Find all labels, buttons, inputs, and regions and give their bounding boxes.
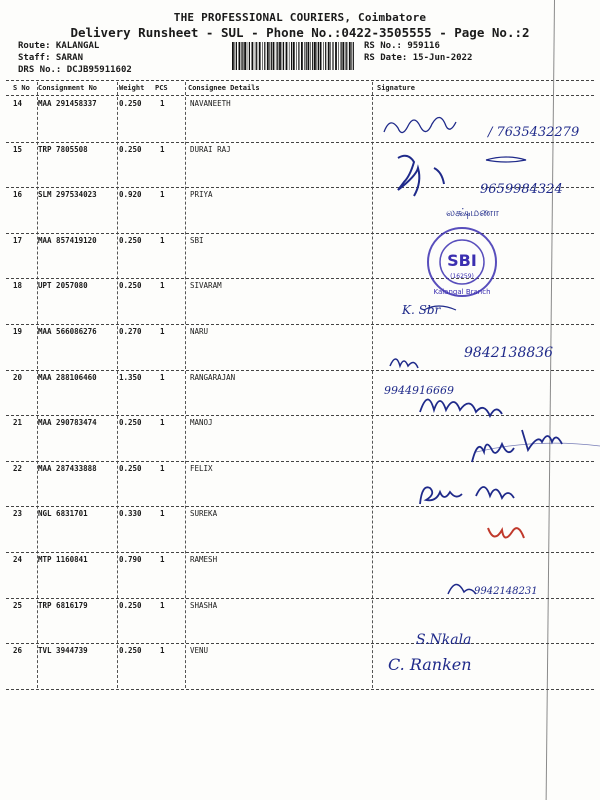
barcode-bar: [271, 42, 272, 70]
row-consignee: NAVANEETH: [190, 99, 231, 108]
handwritten-phone-5: 9942148231: [474, 586, 538, 597]
handwritten-phone-3: 9842138836: [464, 345, 554, 361]
row-weight: 0.250: [119, 600, 142, 610]
barcode-bar: [256, 42, 257, 70]
row-consignment-number: TRP 7805508: [38, 144, 88, 154]
barcode-bar: [235, 42, 236, 70]
barcode-bar: [323, 42, 324, 70]
table-row: [0, 279, 600, 325]
row-sno: 24: [13, 555, 23, 564]
table-row: [0, 97, 600, 143]
row-consignee: DURAI RAJ: [190, 144, 231, 154]
barcode-bar: [291, 42, 292, 70]
row-consignee: MANOJ: [190, 418, 213, 428]
barcode-bar: [264, 42, 265, 70]
row-weight: 0.250: [119, 281, 142, 291]
col-header-weight: Weight: [119, 84, 145, 92]
row-consignment-number: MAA 857419120: [38, 235, 97, 245]
row-weight: 0.270: [119, 327, 142, 336]
row-sno: 18: [13, 281, 23, 291]
barcode-bar: [273, 42, 275, 70]
handwritten-signature-ranken: C. Ranken: [388, 655, 472, 674]
drs-number: DRS No.: DCJB95911602: [18, 65, 132, 75]
row-pcs: 1: [160, 190, 165, 200]
barcode-bar: [330, 42, 331, 70]
row-consignment-number: NGL 6831701: [38, 509, 88, 519]
col-header-consignment: Consignment No: [38, 84, 98, 92]
barcode-bar: [301, 42, 303, 70]
row-consignee: NARU: [190, 327, 209, 336]
barcode-bar: [332, 42, 333, 70]
row-weight: 0.250: [119, 418, 142, 428]
table-row: [0, 143, 600, 189]
rs-date: RS Date: 15-Jun-2022: [364, 53, 473, 63]
barcode-image: [232, 42, 354, 70]
handwritten-phone-1: / 7635432279: [488, 125, 580, 140]
barcode-bar: [277, 42, 278, 70]
barcode-bar: [252, 42, 254, 70]
barcode-bar: [239, 42, 241, 70]
row-sno: 23: [13, 509, 23, 519]
bank-stamp-code: (16259): [450, 273, 474, 280]
staff-label: Staff: SARAN: [18, 53, 84, 63]
row-consignment-number: MTP 1160841: [38, 555, 88, 564]
row-consignee: FELIX: [190, 463, 213, 473]
barcode-bar: [276, 42, 277, 70]
row-consignee: RANGARAJAN: [190, 372, 236, 382]
barcode-bar: [349, 42, 351, 70]
barcode-bar: [353, 42, 354, 70]
col-header-signature: Signature: [377, 84, 415, 92]
row-weight: 0.250: [119, 99, 142, 108]
barcode-bar: [259, 42, 261, 70]
col-header-pcs: PCS: [155, 84, 168, 92]
barcode-bar: [304, 42, 305, 70]
row-sno: 21: [13, 418, 23, 428]
row-sno: 16: [13, 190, 23, 200]
row-sno: 25: [13, 600, 23, 610]
barcode-bar: [335, 42, 337, 70]
row-consignment-number: MAA 287433888: [38, 463, 97, 473]
table-row: [0, 462, 600, 508]
barcode-bar: [289, 42, 290, 70]
row-consignment-number: MAA 288106460: [38, 372, 97, 382]
barcode-bar: [346, 42, 347, 70]
table-row: [0, 553, 600, 599]
barcode-bar: [351, 42, 352, 70]
barcode-bar: [298, 42, 299, 70]
row-pcs: 1: [160, 600, 165, 610]
row-sno: 19: [13, 327, 23, 336]
handwritten-signature-sbr: K. Sbr: [402, 303, 441, 317]
barcode-bar: [320, 42, 322, 70]
row-consignment-number: UPT 2057080: [38, 281, 88, 291]
row-weight: 0.250: [119, 463, 142, 473]
barcode-bar: [279, 42, 281, 70]
barcode-bar: [282, 42, 283, 70]
row-consignment-number: SLM 297534023: [38, 190, 97, 200]
barcode-bar: [296, 42, 297, 70]
row-weight: 0.250: [119, 235, 142, 245]
row-consignment-number: TRP 6816179: [38, 600, 88, 610]
barcode-bar: [286, 42, 288, 70]
barcode-bar: [293, 42, 295, 70]
row-consignee: PRIYA: [190, 190, 213, 200]
runsheet-title: Delivery Runsheet - SUL - Phone No.:0422-3505555 - Page No.:2: [70, 25, 530, 40]
row-consignee: SHASHA: [190, 600, 218, 610]
row-pcs: 1: [160, 281, 165, 291]
barcode-bar: [255, 42, 256, 70]
row-weight: 0.790: [119, 555, 142, 564]
row-pcs: 1: [160, 463, 165, 473]
row-pcs: 1: [160, 646, 165, 656]
barcode-bar: [306, 42, 307, 70]
barcode-bar: [341, 42, 342, 70]
row-pcs: 1: [160, 509, 165, 519]
handwritten-phone-2: 9659984324: [480, 182, 563, 197]
row-weight: 0.250: [119, 144, 142, 154]
handwritten-phone-4: 9944916669: [384, 384, 454, 397]
barcode-bar: [312, 42, 313, 70]
barcode-bar: [236, 42, 237, 70]
barcode-bar: [262, 42, 263, 70]
row-consignment-number: MAA 566086276: [38, 327, 97, 336]
bank-stamp-logo: SBI: [447, 251, 477, 270]
row-pcs: 1: [160, 372, 165, 382]
barcode-bar: [328, 42, 330, 70]
row-weight: 0.330: [119, 509, 142, 519]
row-consignee: RAMESH: [190, 555, 218, 564]
row-pcs: 1: [160, 144, 165, 154]
barcode-bar: [317, 42, 318, 70]
barcode-bar: [308, 42, 310, 70]
bank-stamp-branch: Kalangal Branch: [433, 288, 491, 296]
handwritten-name-tamil: லக்ஷ்மணா: [446, 206, 500, 219]
barcode-bar: [345, 42, 346, 70]
col-header-sno: S No: [13, 84, 30, 92]
row-pcs: 1: [160, 418, 165, 428]
barcode-bar: [269, 42, 270, 70]
row-consignment-number: MAA 290783474: [38, 418, 97, 428]
company-title: THE PROFESSIONAL COURIERS, Coimbatore: [173, 11, 427, 24]
header-bottom-rule: [6, 95, 594, 96]
row-sno: 22: [13, 463, 23, 473]
row-consignee: VENU: [190, 646, 209, 656]
row-weight: 1.350: [119, 372, 142, 382]
barcode-bar: [242, 42, 243, 70]
row-weight: 0.920: [119, 190, 142, 200]
barcode-bar: [244, 42, 246, 70]
barcode-bar: [318, 42, 319, 70]
barcode-bar: [241, 42, 242, 70]
barcode-bar: [325, 42, 326, 70]
barcode-bar: [338, 42, 339, 70]
table-row: [0, 234, 600, 280]
row-consignment-number: MAA 291458337: [38, 99, 97, 108]
row-consignment-number: TVL 3944739: [38, 646, 88, 656]
row-pcs: 1: [160, 235, 165, 245]
row-sno: 26: [13, 646, 23, 656]
row-pcs: 1: [160, 99, 165, 108]
barcode-bar: [267, 42, 269, 70]
table-bottom-rule: [6, 689, 594, 690]
row-consignee: SUREKA: [190, 509, 218, 519]
row-pcs: 1: [160, 327, 165, 336]
table-row: [0, 416, 600, 462]
rs-number: RS No.: 959116: [364, 41, 440, 51]
col-header-consignee: Consignee Details: [188, 84, 260, 92]
barcode-bar: [310, 42, 311, 70]
row-sno: 14: [13, 99, 23, 108]
barcode-bar: [314, 42, 316, 70]
barcode-bar: [342, 42, 344, 70]
row-consignee: SIVARAM: [190, 281, 222, 291]
row-sno: 17: [13, 235, 23, 245]
table-row: [0, 599, 600, 645]
table-row: [0, 644, 600, 690]
handwritten-signature-snkala: S.Nkala: [416, 632, 472, 648]
row-sno: 15: [13, 144, 23, 154]
row-consignee: SBI: [190, 235, 204, 245]
barcode-bar: [232, 42, 234, 70]
table-row: [0, 325, 600, 371]
barcode-bar: [283, 42, 284, 70]
row-pcs: 1: [160, 555, 165, 564]
row-weight: 0.250: [119, 646, 142, 656]
barcode-bar: [247, 42, 248, 70]
header-top-rule: [6, 80, 594, 81]
table-row: [0, 507, 600, 553]
route-label: Route: KALANGAL: [18, 41, 100, 51]
table-row: [0, 371, 600, 417]
table-row: [0, 188, 600, 234]
row-sno: 20: [13, 372, 23, 382]
barcode-bar: [249, 42, 250, 70]
